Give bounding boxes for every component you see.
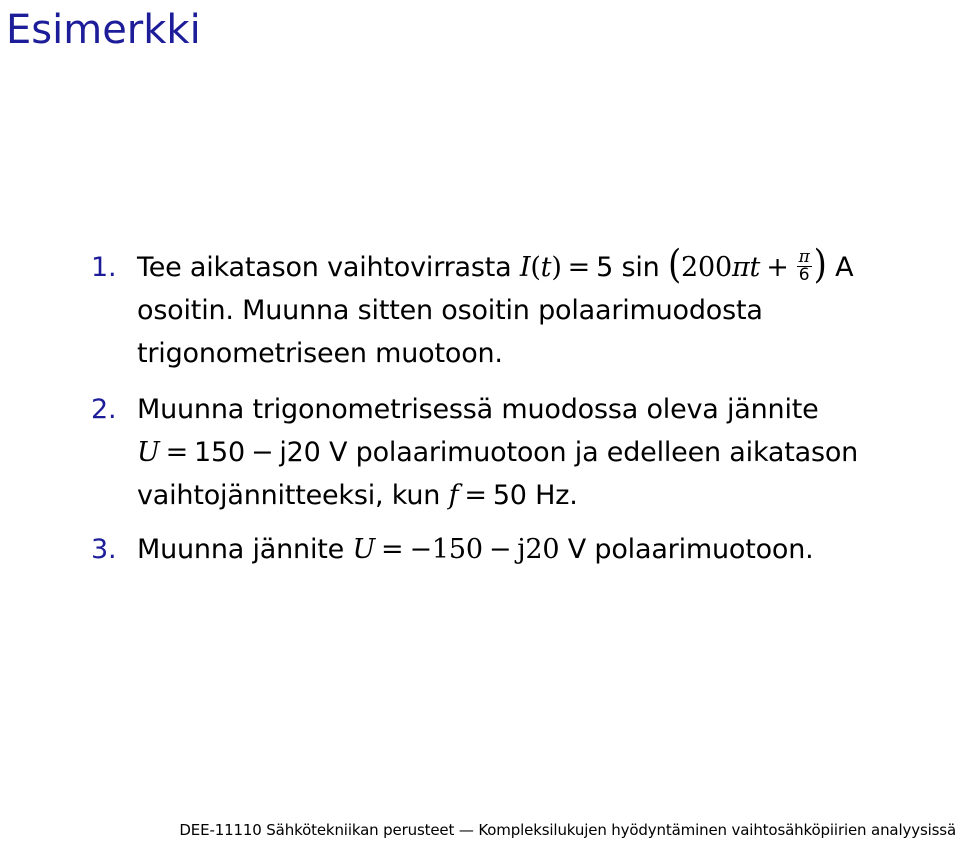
text-segment: Muunna jännite — [137, 534, 353, 565]
math-minus: − — [250, 437, 274, 468]
math-symbol-f: f — [448, 480, 459, 511]
math-minus: − — [409, 534, 432, 565]
item-body — [137, 242, 854, 375]
text-segment: V polaarimuotoon. — [559, 534, 814, 565]
text-segment: 50 Hz. — [492, 480, 578, 511]
math-big-paren-open: ( — [667, 242, 682, 288]
math-coefficient: 5 — [596, 252, 614, 283]
math-symbol-t: t — [749, 252, 761, 283]
math-equals: = — [464, 480, 487, 511]
item-line: osoitin. Muunna sitten osoitin polaarimuodosta — [137, 295, 763, 326]
math-paren: ) — [551, 252, 562, 283]
item-body — [137, 528, 814, 571]
item-line: trigonometriseen muotoon. — [137, 338, 503, 369]
math-number: j20 — [517, 534, 560, 565]
math-number: j20 — [279, 437, 321, 468]
math-function: sin — [621, 252, 660, 283]
math-symbol-t: t — [540, 252, 552, 283]
item-number: 1. — [91, 252, 117, 283]
math-minus: − — [488, 534, 512, 565]
math-equals: = — [165, 437, 188, 468]
text-segment: Tee aikatason vaihtovirrasta — [137, 252, 520, 283]
math-symbol-U: U — [137, 437, 160, 468]
math-number: 200 — [681, 252, 732, 283]
math-unit: A — [835, 252, 854, 283]
math-number: 150 — [194, 437, 245, 468]
math-symbol-U: U — [352, 534, 375, 565]
item-number: 3. — [91, 534, 117, 565]
math-plus: + — [766, 252, 789, 283]
math-equals: = — [381, 534, 404, 565]
item-line — [137, 474, 858, 517]
math-number: 150 — [431, 534, 483, 565]
math-big-paren-close: ) — [813, 242, 827, 288]
text-segment: vaihtojännitteeksi, kun — [137, 480, 449, 511]
slide-footer: DEE-11110 Sähkötekniikan perusteet — Kompleksilukujen hyödyntäminen vaihtosähköpiirien analyysissä — [179, 821, 956, 839]
item-line — [137, 431, 858, 474]
item-number: 2. — [91, 394, 117, 425]
item-line — [137, 242, 854, 289]
math-equals: = — [567, 252, 591, 283]
slide-title: Esimerkki — [6, 7, 201, 53]
math-pi: π — [731, 252, 750, 283]
text-segment: V polaarimuotoon ja edelleen aikatason — [320, 437, 859, 468]
math-fraction — [797, 249, 812, 284]
fraction-numerator: π — [798, 247, 810, 267]
item-body — [137, 388, 858, 517]
item-line: Muunna trigonometrisessä muodossa oleva jännite — [137, 394, 819, 425]
fraction-denominator: 6 — [798, 265, 810, 285]
item-line — [137, 528, 814, 571]
math-paren: ( — [530, 252, 541, 283]
math-symbol-I: I — [519, 252, 531, 283]
